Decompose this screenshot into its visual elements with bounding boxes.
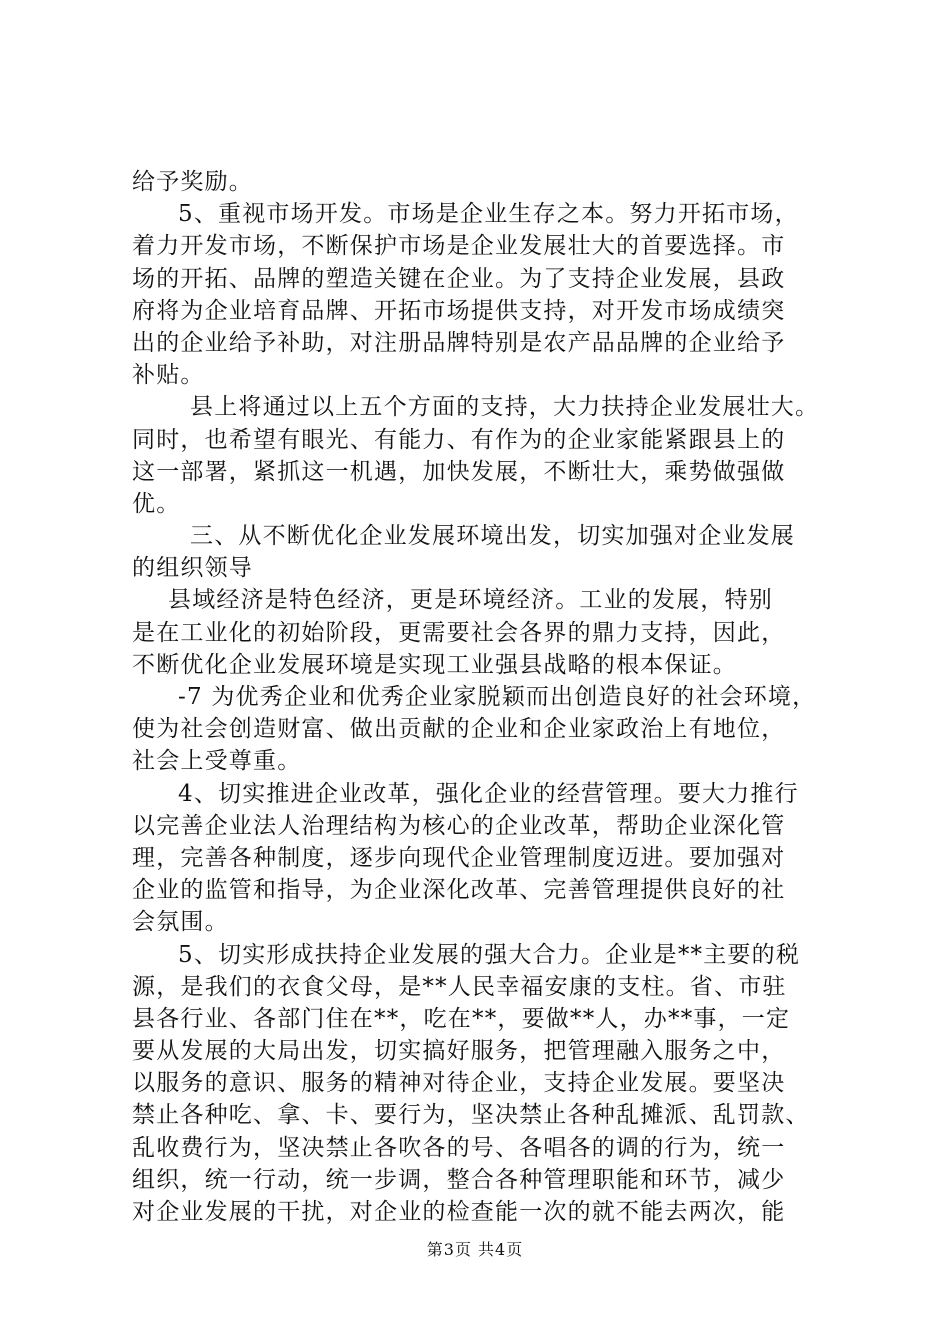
text-line: 以完善企业法人治理结构为核心的企业改革，帮助企业深化管 (132, 812, 786, 839)
text-line: 乱收费行为，坚决禁止各吹各的号、各唱各的调的行为，统一 (132, 1134, 786, 1161)
text-line: 5、重视市场开发。市场是企业生存之本。努力开拓市场， (178, 201, 799, 228)
text-line: 出的企业给予补助，对注册品牌特别是农产品品牌的企业给予 (132, 329, 786, 356)
text-line: 三、从不断优化企业发展环境出发，切实加强对企业发展 (190, 523, 795, 550)
text-line: 这一部署，紧抓这一机遇，加快发展，不断壮大，乘势做强做 (132, 458, 786, 485)
text-line: 县域经济是特色经济，更是环境经济。工业的发展，特别 (168, 587, 773, 614)
text-line: 对企业发展的干扰，对企业的检查能一次的就不能去两次，能 (132, 1199, 786, 1225)
text-line: 是在工业化的初始阶段，更需要社会各界的鼎力支持，因此， (132, 619, 786, 646)
text-line: 会氛围。 (132, 909, 229, 936)
text-line: 禁止各种吃、拿、卡、要行为，坚决禁止各种乱摊派、乱罚款、 (132, 1102, 810, 1129)
text-line: 5、切实形成扶持企业发展的强大合力。企业是**主要的税 (178, 941, 801, 968)
page-footer: 第3页 共4页 (426, 1240, 524, 1259)
text-line: 同时，也希望有眼光、有能力、有作为的企业家能紧跟县上的 (132, 426, 786, 453)
body-text (132, 166, 832, 1228)
text-line: 要从发展的大局出发，切实搞好服务，把管理融入服务之中， (132, 1038, 786, 1065)
text-line: 优。 (132, 490, 181, 517)
text-line: 社会上受尊重。 (132, 748, 302, 775)
text-line: 着力开发市场，不断保护市场是企业发展壮大的首要选择。市 (132, 233, 786, 260)
text-line: 补贴。 (132, 362, 205, 389)
text-line: 府将为企业培育品牌、开拓市场提供支持，对开发市场成绩突 (132, 297, 786, 324)
text-line: 的组织领导 (132, 555, 253, 582)
text-line: 组织，统一行动，统一步调，整合各种管理职能和环节，减少 (132, 1166, 786, 1193)
text-line: 给予奖励。 (132, 169, 253, 195)
text-line: 以服务的意识、服务的精神对待企业，支持企业发展。要坚决 (132, 1070, 786, 1097)
text-line: 4、切实推进企业改革，强化企业的经营管理。要大力推行 (178, 780, 799, 807)
text-line: 县上将通过以上五个方面的支持，大力扶持企业发展壮大。 (190, 394, 820, 421)
text-line: -7 为优秀企业和优秀企业家脱颖而出创造良好的社会环境， (178, 684, 817, 710)
text-line: 理，完善各种制度，逐步向现代企业管理制度迈进。要加强对 (132, 844, 786, 871)
text-line: 不断优化企业发展环境是实现工业强县战略的根本保证。 (132, 651, 737, 678)
text-line: 源，是我们的衣食父母，是**人民幸福安康的支柱。省、市驻 (132, 973, 787, 1000)
text-line: 场的开拓、品牌的塑造关键在企业。为了支持企业发展，县政 (132, 265, 786, 292)
text-line: 使为社会创造财富、做出贡献的企业和企业家政治上有地位， (132, 716, 786, 743)
text-line: 县各行业、各部门住在**，吃在**，要做**人，办**事，一定 (132, 1005, 791, 1032)
text-line: 企业的监管和指导，为企业深化改革、完善管理提供良好的社 (132, 877, 786, 904)
